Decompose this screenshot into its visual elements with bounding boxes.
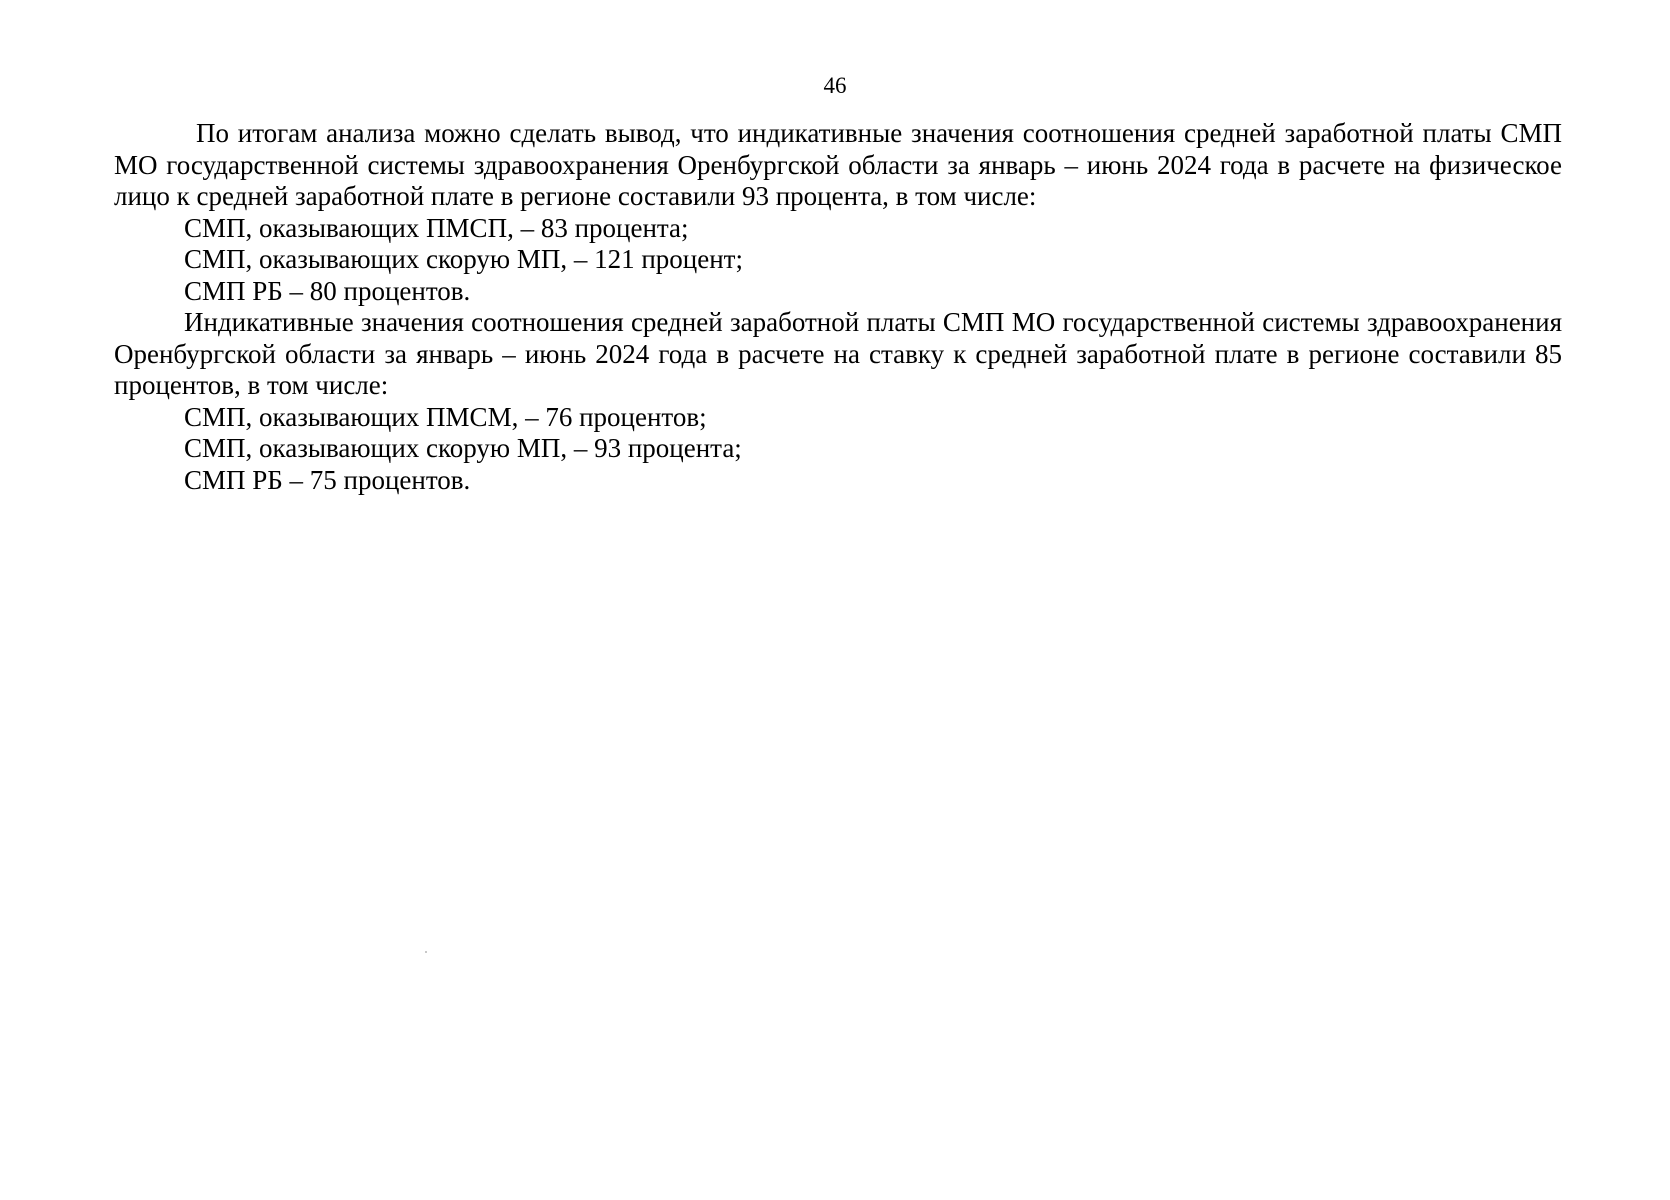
list-item: СМП, оказывающих ПМСП, – 83 процента; — [184, 212, 689, 243]
list-item: СМП, оказывающих ПМСМ, – 76 процентов; — [184, 401, 707, 432]
list-item: СМП РБ – 80 процентов. — [184, 275, 471, 306]
list-item: СМП, оказывающих скорую МП, – 93 процента; — [184, 433, 742, 463]
list-item: СМП, оказывающих скорую МП, – 121 процент; — [184, 244, 743, 274]
paragraph-analysis-per-person: По итогам анализа можно сделать вывод, что индикативные значения соотношения средней заработной платы СМП МО государственной системы здравоохранения Оренбургской области за январь – июнь 2024 года в расчете на физическое лицо к средней заработной плате в регионе составили 93 процента, в том числе: — [114, 118, 1562, 211]
scan-speck — [425, 951, 427, 953]
paragraph-analysis-per-rate: Индикативные значения соотношения средней заработной платы СМП МО государственной системы здравоохранения Оренбургской области за январь – июнь 2024 года в расчете на ставку к средней заработной плате в регионе составили 85 процентов, в том числе: — [114, 307, 1562, 400]
page-number: 46 — [823, 73, 847, 98]
document-body — [114, 118, 1562, 496]
list-item: СМП РБ – 75 процентов. — [184, 464, 471, 495]
